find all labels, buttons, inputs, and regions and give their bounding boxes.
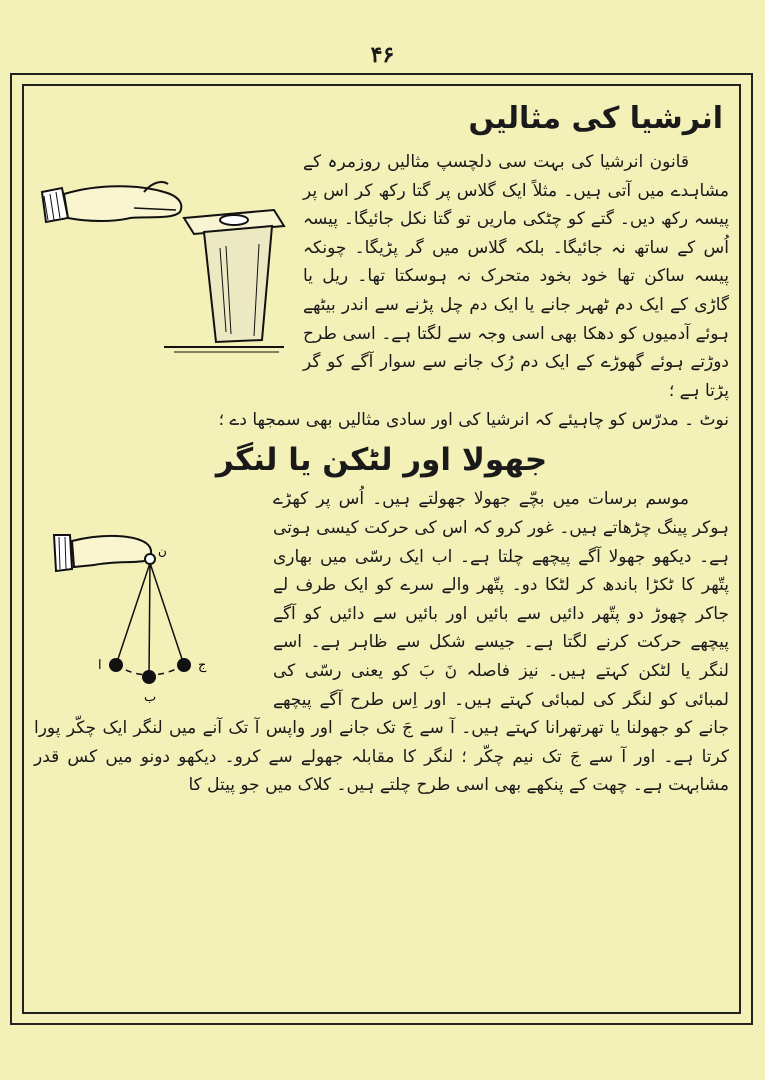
teacher-note: نوٹ ۔ مدرّس کو چاہیئے کہ انرشیا کی اور سادی مثالیں بھی سمجھا دے ؛ [218,410,729,431]
section-inertia-paragraph: قانون انرشیا کی بہت سی دلچسپ مثالیں روزمرہ کے مشاہدے میں آتی ہیں۔ مثلاً ایک گلاس پر گتا رکھ کر اس پر پیسہ رکھ دیں۔ گتے کو چٹکی ماریں تو گتا نکل جائیگا۔ پیسہ اُس کے ساتھ نہ جائیگا۔ بلکہ گلاس میں گر پڑیگا۔ چونکہ پیسہ ساکن تھا خود بخود متحرک نہ ہوسکتا تھا۔ ریل یا گاڑی کے ایک دم ٹھہر جانے یا ایک دم چل پڑنے سے اندر بیٹھے ہوئے آدمیوں کو دھکا بھی اسی وجہ سے لگتا ہے۔ اسی طرح دوڑتے ہوئے گھوڑے کے ایک دم رُک جانے سے سوار آگے کو گر پڑتا ہے ؛ [303,152,729,401]
pendulum-string-left [116,563,150,665]
bob-right [177,658,191,672]
label-right: ج [198,658,207,674]
section-heading-inertia: انرشیا کی مثالیں [468,101,723,136]
label-top: ن [158,544,167,559]
glass-coin-figure [34,152,289,357]
page-number: ۴۶ [370,42,395,68]
page-content [34,90,729,1010]
pendulum-string-right [150,563,184,665]
hand-shape [64,186,181,221]
label-center: ب [144,690,157,706]
glass-shape [204,226,272,342]
glass-coin-illustration [34,152,289,357]
coin-shape [220,215,248,225]
label-left: ا [98,658,102,674]
pendulum-illustration [34,529,259,709]
pivot-point [145,554,155,564]
hand-shape [72,536,151,567]
bob-left [109,658,123,672]
bob-center [142,670,156,684]
pendulum-string-center [149,563,150,677]
section-pendulum-paragraph: موسم برسات میں بچّے جھولا جھولتے ہیں۔ اُس پر کھڑے ہوکر پینگ چڑھاتے ہیں۔ غور کرو کہ اس کی حرکت کیسی ہوتی ہے۔ دیکھو جھولا آگے پیچھے چلتا ہے۔ اب ایک رسّی میں بھاری پتّھر کا ٹکڑا باندھ کر لٹکا دو۔ پتّھر والے سرے کو ایک طرف لے جاکر چھوڑ دو پتّھر دائیں سے بائیں اور بائیں سے دائیں کو آگے پیچھے حرکت کرنے لگتا ہے۔ جیسے شکل سے ظاہر ہے۔ اسے لنگر یا لٹکن کہتے ہیں۔ نیز فاصلہ نَ بَ کو یعنی رسّی کی لمبائی کو لنگر کی لمبائی کہتے ہیں۔ اور اِس طرح آگے پیچھے جانے کو جھولنا یا تھرتھرانا کہتے ہیں۔ آ سے جَ تک جانے اور واپس آ تک آنے میں لنگر ایک چکّر پورا کرتا ہے۔ اور آ سے جَ تک نیم چکّر ؛ لنگر کا مقابلہ جھولے سے کرو۔ دیکھو دونو میں کس قدر مشابہت ہے۔ چھت کے پنکھے بھی اسی طرح چلتے ہیں۔ کلاک میں جو پیتل کا [34,489,729,796]
pendulum-figure [34,529,259,709]
sleeve-cuff-shape [54,535,72,571]
section-heading-pendulum: جھولا اور لٹکن یا لنگر [215,442,548,479]
